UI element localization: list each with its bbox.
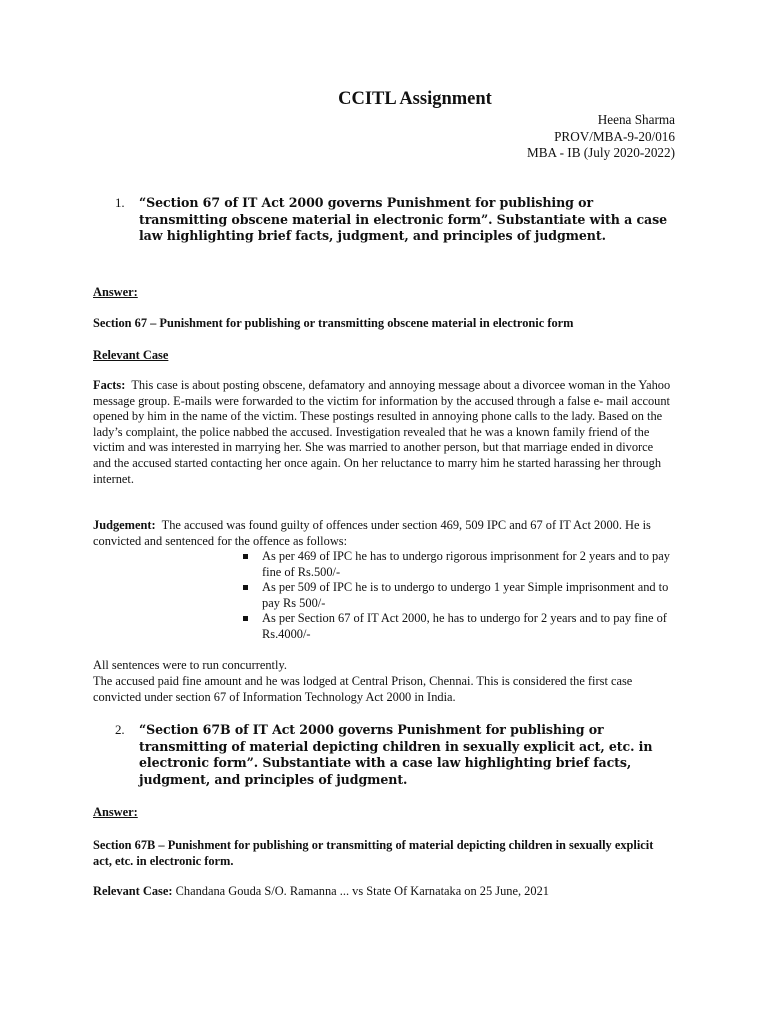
question-2 bbox=[115, 722, 675, 788]
judgement-text: The accused was found guilty of offences under section 469, 509 IPC and 67 of IT Act 2000. He is convicted and sentenced for the offence as follows: bbox=[93, 518, 651, 548]
document-title: CCITL Assignment bbox=[338, 89, 492, 109]
facts-label: Facts: bbox=[93, 378, 126, 392]
concurrent-note: All sentences were to run concurrently. bbox=[93, 658, 287, 672]
relevant-case-heading: Relevant Case bbox=[93, 348, 169, 362]
program-name: MBA - IB (July 2020-2022) bbox=[527, 145, 675, 161]
author-name: Heena Sharma bbox=[597, 112, 675, 127]
relevant-case-2 bbox=[93, 884, 673, 900]
facts-paragraph bbox=[93, 378, 673, 487]
sentence-list bbox=[240, 549, 680, 643]
roll-number: PROV/MBA-9-20/016 bbox=[554, 128, 675, 144]
question-2-number: 2. bbox=[115, 722, 125, 737]
question-1-number: 1. bbox=[115, 195, 125, 210]
question-1-text: “Section 67 of IT Act 2000 governs Punishment for publishing or transmitting obscene material in electronic form”. Substantiate with a case law highlighting brief facts, judgment, and principles of judgment. bbox=[139, 195, 667, 244]
sentence-item: As per 469 of IPC he has to undergo rigorous imprisonment for 2 years and to pay fine of Rs.500/- bbox=[240, 549, 680, 580]
sentence-item: As per 509 of IPC he is to undergo to undergo 1 year Simple imprisonment and to pay Rs 500/- bbox=[240, 580, 680, 611]
judgement-paragraph bbox=[93, 518, 673, 549]
judgement-label: Judgement: bbox=[93, 518, 156, 532]
section-67-heading: Section 67 – Punishment for publishing or transmitting obscene material in electronic form bbox=[93, 316, 574, 330]
section-67b-heading: Section 67B – Punishment for publishing or transmitting of material depicting children in sexually explicit act, etc. in electronic form. bbox=[93, 838, 654, 868]
question-2-text: “Section 67B of IT Act 2000 governs Punishment for publishing or transmitting of material depicting children in sexually explicit act, etc. in electronic form”. Substantiate with a case law highlighting brief facts, judgment, and principles of judgment. bbox=[139, 722, 653, 787]
facts-text: This case is about posting obscene, defamatory and annoying message about a divorcee woman in the Yahoo message group. E-mails were forwarded to the victim for information by the accused through a false e- mail account opened by him in the name of the victim. These postings resulted in annoying phone calls to the lady. Based on the lady’s complaint, the police nabbed the accused. Investigation revealed that he was a known family friend of the victim and was interested in marrying her. She was married to another person, but that marriage ended in divorce and the accused started contacting her once again. On her reluctance to marry him he started harassing her through internet. bbox=[93, 378, 671, 486]
relevant-case-2-label: Relevant Case: bbox=[93, 884, 173, 898]
answer-2-label: Answer: bbox=[93, 805, 138, 819]
relevant-case-2-text: Chandana Gouda S/O. Ramanna ... vs State Of Karnataka on 25 June, 2021 bbox=[175, 884, 549, 898]
author-info bbox=[527, 112, 675, 162]
closing-paragraph: The accused paid fine amount and he was lodged at Central Prison, Chennai. This is considered the first case convicted under section 67 of Information Technology Act 2000 in India. bbox=[93, 674, 633, 704]
sentence-item: As per Section 67 of IT Act 2000, he has to undergo for 2 years and to pay fine of Rs.4000/- bbox=[240, 611, 680, 642]
question-1 bbox=[115, 195, 675, 245]
answer-1-label: Answer: bbox=[93, 285, 138, 299]
